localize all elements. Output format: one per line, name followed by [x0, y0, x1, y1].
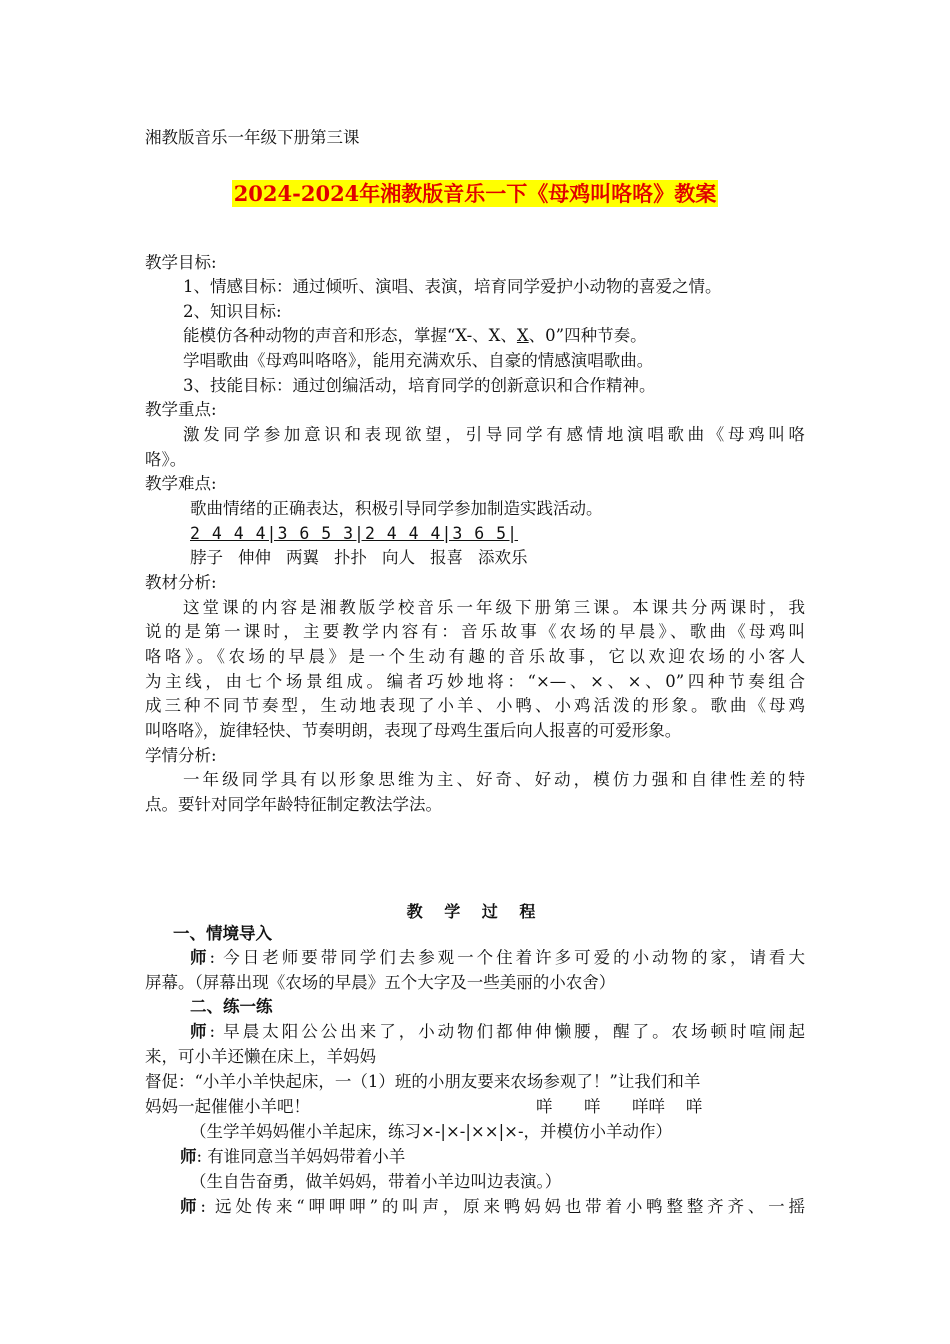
lyric-2: 伸伸 — [238, 548, 271, 567]
material-line-2: 说的是第一课时，主要教学内容有：音乐故事《农场的早晨》、歌曲《母鸡叫 — [145, 622, 805, 641]
objective-knowledge-2: 学唱歌曲《母鸡叫咯咯》，能用充满欢乐、自豪的情感演唱歌曲。 — [183, 351, 654, 370]
lyric-6: 报喜 — [430, 548, 463, 567]
objectives-heading: 教学目标: — [145, 253, 217, 272]
section-1-line-1-text: : 今日老师要带同学们去参观一个住着许多可爱的小动物的家，请看大 — [209, 948, 806, 967]
section-2-line-8-text: : 远处传来“呷呷呷”的叫声，原来鸭妈妈也带着小鸭整整齐齐、一摇 — [200, 1197, 805, 1216]
knowledge-1-post: 、0”四种节奏。 — [528, 326, 647, 345]
document-header: 湘教版音乐一年级下册第三课 — [145, 128, 360, 147]
section-2-line-2: 来，可小羊还懒在床上，羊妈妈 — [145, 1047, 376, 1066]
section-1-heading: 一、情境导入 — [173, 924, 272, 943]
lyric-5: 向人 — [382, 548, 415, 567]
section-2-line-3: 督促：“小羊小羊快起床，一（1）班的小朋友要来农场参观了！”让我们和羊 — [145, 1072, 701, 1091]
section-2-line-1-text: : 早晨太阳公公出来了，小动物们都伸伸懒腰，醒了。农场顿时喧闹起 — [209, 1022, 806, 1041]
lyric-1: 脖子 — [190, 548, 223, 567]
key-points-line-1: 激发同学参加意识和表现欲望，引导同学有感情地演唱歌曲《母鸡叫咯 — [183, 425, 805, 444]
key-points-heading: 教学重点: — [145, 400, 217, 419]
material-line-5: 成三种不同节奏型，生动地表现了小羊、小鸭、小鸡活泼的形象。歌曲《母鸡 — [145, 696, 805, 715]
material-heading: 教材分析: — [145, 573, 217, 592]
teacher-label: 师 — [180, 1197, 201, 1216]
document-title-wrap — [0, 182, 950, 209]
material-line-3: 咯咯》。《农场的早晨》是一个生动有趣的音乐故事，它以欢迎农场的小客人 — [145, 647, 805, 666]
knowledge-1-pre: 能模仿各种动物的声音和形态，掌握“X-、X、 — [183, 326, 517, 345]
objective-knowledge-1 — [183, 324, 647, 349]
teacher-label: 师 — [180, 1147, 197, 1166]
process-heading: 教 学 过 程 — [406, 902, 544, 921]
objective-knowledge-heading: 2、知识目标: — [183, 302, 282, 321]
section-2-line-1 — [190, 1020, 805, 1045]
section-2-line-4: 妈妈一起催催小羊吧！ — [145, 1097, 310, 1116]
difficulties-heading: 教学难点: — [145, 474, 217, 493]
material-line-1: 这堂课的内容是湘教版学校音乐一年级下册第三课。本课共分两课时，我 — [183, 598, 805, 617]
section-1-line-2: 屏幕。（屏幕出现《农场的早晨》五个大字及一些美丽的小农舍） — [145, 973, 616, 992]
section-2-line-6-text: : 有谁同意当羊妈妈带着小羊 — [196, 1147, 406, 1166]
section-2-line-8 — [180, 1195, 805, 1220]
section-2-line-6 — [180, 1145, 405, 1170]
students-heading: 学情分析: — [145, 746, 217, 765]
song-notation: 2 4 4 4|3 6 5 3|2 4 4 4|3 6 5| — [190, 524, 519, 543]
students-line-1: 一年级同学具有以形象思维为主、好奇、好动，模仿力强和自律性差的特 — [183, 770, 805, 789]
lyric-3: 两翼 — [286, 548, 319, 567]
sheep-sounds: 咩 咩 咩咩 咩 — [536, 1097, 703, 1116]
document-title: 2024-2024年湘教版音乐一下《母鸡叫咯咯》教案 — [233, 181, 717, 206]
material-line-4: 为主线，由七个场景组成。编者巧妙地将：“×—、×、×、0”四种节奏组合 — [145, 672, 805, 691]
knowledge-1-x: X — [516, 326, 529, 345]
section-2-line-7: （生自告奋勇，做羊妈妈，带着小羊边叫边表演。） — [190, 1172, 562, 1191]
teacher-label: 师 — [190, 948, 210, 967]
material-line-6: 叫咯咯》，旋律轻快、节奏明朗，表现了母鸡生蛋后向人报喜的可爱形象。 — [145, 721, 682, 740]
lyric-4: 扑扑 — [334, 548, 367, 567]
section-1-line-1 — [190, 946, 805, 971]
song-lyrics — [190, 546, 526, 571]
difficulties-line-1: 歌曲情绪的正确表达，积极引导同学参加制造实践活动。 — [190, 499, 603, 518]
objective-skill: 3、技能目标：通过创编活动，培育同学的创新意识和合作精神。 — [183, 376, 656, 395]
teacher-label: 师 — [190, 1022, 210, 1041]
lyric-7: 添欢乐 — [478, 548, 528, 567]
key-points-line-2: 咯》。 — [145, 450, 187, 469]
students-line-2: 点。要针对同学年龄特征制定教法学法。 — [145, 795, 442, 814]
section-2-line-5: （生学羊妈妈催小羊起床，练习×-|×-|××|×-，并模仿小羊动作） — [190, 1122, 673, 1141]
objective-emotion: 1、情感目标：通过倾听、演唱、表演，培育同学爱护小动物的喜爱之情。 — [183, 277, 722, 296]
section-2-heading: 二、练一练 — [190, 997, 273, 1016]
